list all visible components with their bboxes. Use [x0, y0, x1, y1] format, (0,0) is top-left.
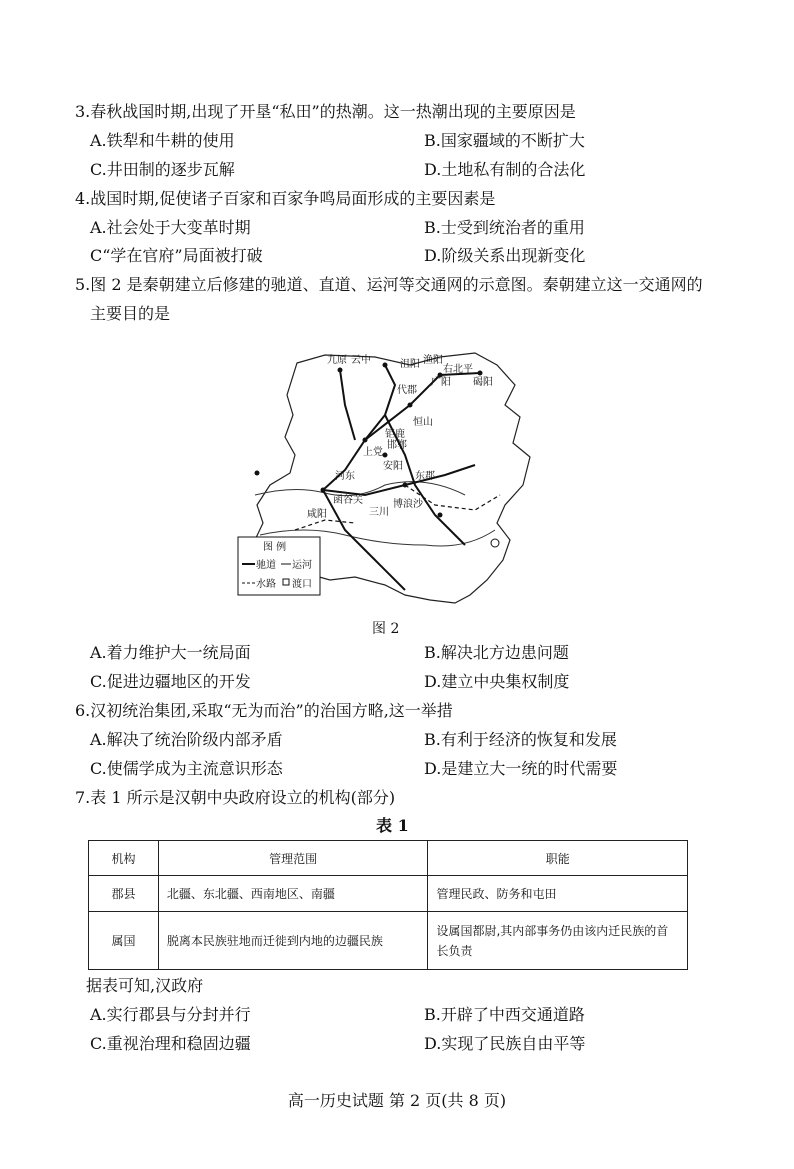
map-label-hengshan: 恒山	[413, 417, 433, 428]
q4-option-d[interactable]: D.阶级关系出现新变化	[424, 246, 586, 265]
q3-option-a[interactable]: A.铁犁和牛耕的使用	[90, 131, 235, 150]
q5-option-b[interactable]: B.解决北方边患问题	[424, 643, 569, 662]
q3-option-d[interactable]: D.土地私有制的合法化	[424, 160, 586, 179]
map-label-julu: 钜鹿	[385, 429, 405, 440]
q7-after-table: 据表可知,汉政府	[86, 976, 204, 995]
map-label-daijun: 代郡	[397, 385, 417, 396]
map-label-yuyang: 渔阳	[423, 355, 443, 366]
figure-caption: 图 2	[372, 621, 400, 637]
map-label-yunzhong: 云中	[351, 355, 371, 366]
map-label-juyang: 沮阳	[400, 359, 420, 370]
table-cell: 郡县	[89, 876, 159, 912]
q6-option-b[interactable]: B.有利于经济的恢复和发展	[424, 730, 617, 749]
q4-option-b[interactable]: B.士受到统治者的重用	[424, 218, 585, 237]
page-footer: 高一历史试题 第 2 页(共 8 页)	[287, 1091, 507, 1110]
map-label-shangdang: 上党	[363, 447, 383, 458]
map-label-hanguguan: 函谷关	[333, 495, 363, 506]
q7-option-d[interactable]: D.实现了民族自由平等	[424, 1034, 586, 1053]
q7-option-a[interactable]: A.实行郡县与分封并行	[90, 1005, 251, 1024]
q6-option-d[interactable]: D.是建立大一统的时代需要	[424, 759, 618, 778]
table-cell: 属国	[89, 912, 159, 970]
table-cell: 脱离本民族驻地而迁徙到内地的边疆民族	[158, 912, 428, 970]
q3-option-c[interactable]: C.井田制的逐步瓦解	[90, 160, 235, 179]
q5-stem-line2: 主要目的是	[90, 304, 171, 323]
map-label-guangyang: 广阳	[431, 377, 451, 388]
map-legend-yunhe: 运河	[292, 560, 312, 571]
map-label-sanchuan: 三川	[369, 507, 389, 518]
q6-option-c[interactable]: C.使儒学成为主流意识形态	[90, 759, 283, 778]
map-label-handan: 邯郸	[387, 440, 407, 451]
q7-stem: 7.表 1 所示是汉朝中央政府设立的机构(部分)	[75, 788, 396, 807]
map-label-youbeiping: 右北平	[443, 364, 473, 375]
q4-option-a[interactable]: A.社会处于大变革时期	[90, 218, 251, 237]
q6-option-a[interactable]: A.解决了统治阶级内部矛盾	[90, 730, 283, 749]
qin-transport-map	[235, 345, 535, 610]
q7-option-b[interactable]: B.开辟了中西交通道路	[424, 1005, 585, 1024]
map-label-jieyang: 碣阳	[473, 377, 493, 388]
map-label-dongjun: 东郡	[415, 471, 435, 482]
q3-stem: 3.春秋战国时期,出现了开垦“私田”的热潮。这一热潮出现的主要原因是	[75, 102, 576, 121]
table-header-cell: 机构	[89, 841, 159, 876]
table-cell: 管理民政、防务和屯田	[428, 876, 688, 912]
q5-option-c[interactable]: C.促进边疆地区的开发	[90, 672, 251, 691]
table-header-cell: 职能	[428, 841, 688, 876]
table-row	[89, 912, 688, 970]
map-legend-shuilu: 水路	[256, 579, 276, 590]
q5-option-a[interactable]: A.着力维护大一统局面	[90, 643, 251, 662]
q4-stem: 4.战国时期,促使诸子百家和百家争鸣局面形成的主要因素是	[75, 189, 496, 208]
institution-table	[88, 840, 688, 970]
table-row	[89, 876, 688, 912]
map-legend-chidao: 驰道	[256, 560, 276, 571]
q5-stem-line1: 5.图 2 是秦朝建立后修建的驰道、直道、运河等交通网的示意图。秦朝建立这一交通网的	[75, 275, 703, 294]
q4-option-c[interactable]: C“学在官府”局面被打破	[90, 246, 263, 265]
map-label-jiuyuan: 九原	[327, 355, 347, 366]
map-label-xianyang: 咸阳	[307, 509, 327, 520]
q3-option-b[interactable]: B.国家疆域的不断扩大	[424, 131, 585, 150]
map-label-bolangsha: 博浪沙	[393, 499, 423, 510]
table-title: 表 1	[376, 816, 409, 835]
map-label-hedong: 河东	[335, 471, 355, 482]
map-label-anyang: 安阳	[383, 461, 403, 472]
table-cell: 设属国都尉,其内部事务仍由该内迁民族的首长负责	[428, 912, 688, 970]
q6-stem: 6.汉初统治集团,采取“无为而治”的治国方略,这一举措	[75, 701, 453, 720]
table-header-row	[89, 841, 688, 876]
q7-option-c[interactable]: C.重视治理和稳固边疆	[90, 1034, 251, 1053]
table-cell: 北疆、东北疆、西南地区、南疆	[158, 876, 428, 912]
q5-option-d[interactable]: D.建立中央集权制度	[424, 672, 570, 691]
map-legend-title: 图 例	[263, 542, 287, 553]
table-header-cell: 管理范围	[158, 841, 428, 876]
map-legend-dukou: 渡口	[292, 579, 312, 590]
